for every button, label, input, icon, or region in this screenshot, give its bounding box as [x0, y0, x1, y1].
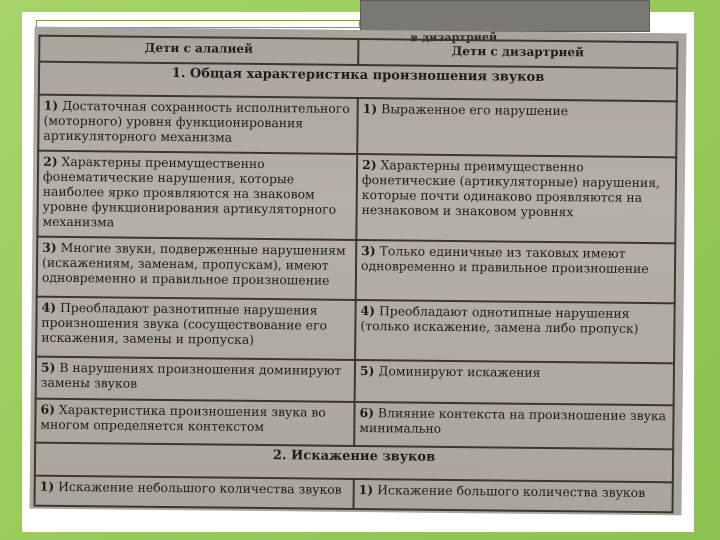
- cell-text: Преобладают однотипные нарушения (только искажение, замена либо пропуск): [360, 303, 639, 336]
- item-number: 1): [358, 482, 374, 498]
- table-row: [37, 151, 676, 244]
- column-header-dysarthria: Дети с дизартрией: [358, 39, 677, 68]
- cell-text: Искажение небольшого количества звуков: [58, 478, 342, 497]
- right-cell: [355, 300, 675, 363]
- right-cell: [356, 154, 676, 243]
- cell-text: Характерны преимущественно фонетические (артикуляторные) нарушения, которые почти одинаково проявляются на незнаковом и знаковом уровнях: [361, 157, 661, 220]
- cell-text: Характерны преимущественно фонематические нарушения, которые наиболее ярко проявляются на знаковом уровне функционирования артикуляторного механизма: [42, 153, 337, 230]
- cell-text: Влияние контекста на произношение звука минимально: [359, 405, 667, 436]
- cell-text: Только единичные из таковых имеют одновременно и правильное произношение: [360, 243, 649, 277]
- table-row: [36, 297, 675, 364]
- cell-text: Характеристика произношения звука во многом определяется контекстом: [40, 401, 326, 435]
- left-cell: [35, 476, 354, 509]
- left-cell: [37, 151, 357, 240]
- item-number: 4): [41, 299, 57, 315]
- right-cell: [355, 360, 674, 405]
- document-photo: [29, 27, 686, 516]
- cell-text: Доминируют искажения: [378, 363, 541, 380]
- item-number: 1): [43, 97, 59, 113]
- item-number: 5): [40, 359, 56, 375]
- item-number: 5): [359, 363, 375, 379]
- table-row: [35, 399, 673, 450]
- table-row: [38, 95, 677, 158]
- item-number: 2): [43, 153, 58, 169]
- item-number: 1): [362, 101, 378, 117]
- item-number: 6): [359, 405, 375, 421]
- item-number: 1): [39, 478, 55, 494]
- partial-header-text: в дизартрией: [410, 30, 498, 45]
- cell-text: Многие звуки, подверженные нарушениям (искажениям, заменам, пропускам), имеют одновременно и правильное произношение: [41, 239, 346, 288]
- cell-text: Выраженное его нарушение: [381, 101, 569, 119]
- cell-text: Достаточная сохранность исполнительного (моторного) уровня функционирования артикуляторного механизма: [43, 97, 350, 145]
- comparison-table: [34, 35, 679, 514]
- slide-decoration-right: [360, 0, 650, 32]
- section-title: 1. Общая характеристика произношения звуков: [39, 62, 677, 102]
- left-cell: [38, 95, 358, 154]
- section-title: 2. Искажение звуков: [35, 443, 673, 483]
- right-cell: [354, 402, 673, 449]
- item-number: 3): [361, 243, 376, 259]
- left-cell: [37, 237, 357, 300]
- item-number: 3): [42, 239, 57, 255]
- column-header-alalia: Дети с алалией: [39, 36, 358, 65]
- table-row: [35, 476, 673, 513]
- item-number: 2): [362, 157, 377, 173]
- right-cell: [354, 479, 673, 512]
- right-cell: [356, 240, 676, 303]
- right-cell: [357, 98, 677, 157]
- table-row: [36, 357, 674, 406]
- table-row: [37, 237, 676, 304]
- item-number: 6): [40, 401, 56, 417]
- cell-text: Преобладают разнотипные нарушения произношения звука (сосуществование его искажения, замены и пропуска): [41, 299, 328, 347]
- left-cell: [36, 297, 356, 360]
- cell-text: В нарушениях произношения доминируют замены звуков: [40, 359, 342, 391]
- item-number: 4): [360, 303, 376, 319]
- cell-text: Искажение большого количества звуков: [377, 482, 646, 501]
- left-cell: [36, 357, 355, 402]
- left-cell: [35, 399, 354, 446]
